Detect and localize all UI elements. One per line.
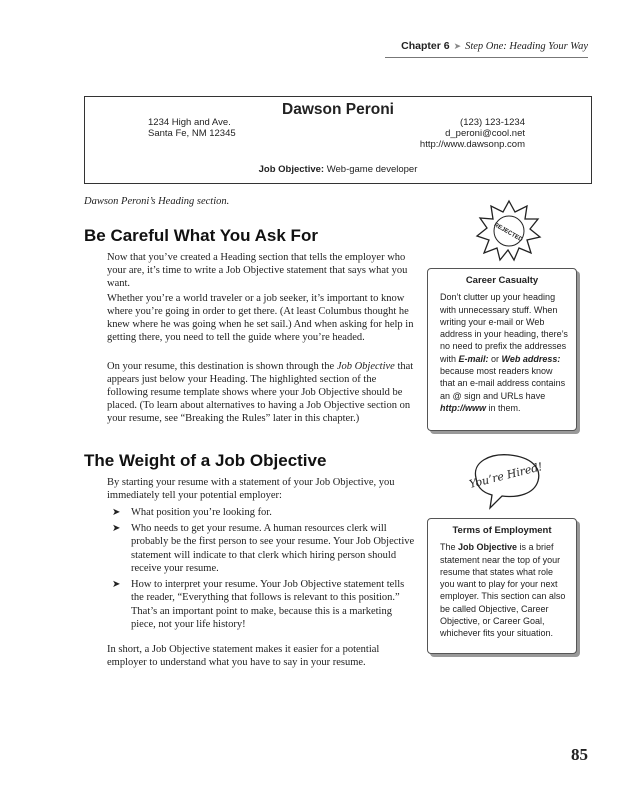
- resume-heading-box: [84, 96, 592, 184]
- section-heading-weight: The Weight of a Job Objective: [84, 451, 327, 470]
- stamp-text: REJECTED: [492, 222, 524, 244]
- section2-paragraph-1: By starting your resume with a statement of your Job Objective, you immediately tell your potential employer:: [107, 477, 395, 501]
- p3-before: On your resume, this destination is shown through the: [107, 361, 337, 372]
- address-line1: 1234 High and Ave.: [148, 117, 231, 128]
- chapter-label: Chapter 6: [401, 40, 450, 52]
- resume-web: http://www.dawsonp.com: [419, 139, 525, 150]
- youre-hired-bubble-icon: [466, 450, 550, 512]
- resume-objective: [85, 164, 591, 175]
- list-item: [112, 522, 416, 576]
- terms-of-employment-sidebar: [427, 518, 577, 654]
- section1-paragraph-2: Whether you’re a world traveler or a job seeker, it’s important to know where you’re going in order to get there. (At least Columbus thought he knew where he was going when he set sail.) And when asking for help in getting there, you need to tell the guide where you’re headed.: [107, 293, 414, 343]
- sb1-italic-1: E-mail:: [458, 353, 489, 364]
- sb2-bold: Job Objective: [458, 542, 518, 553]
- resume-name: Dawson Peroni: [282, 101, 394, 118]
- bubble-text: You’re Hired!: [467, 460, 544, 491]
- figure-caption: Dawson Peroni’s Heading section.: [84, 196, 230, 207]
- header-rule: [385, 57, 588, 58]
- resume-address: [148, 117, 236, 139]
- sb2-text-2: is a brief statement near the top of your resume that states what role you want to play for your next employer. This section can also be called Objective, Career Objective, or Career Goal, whichever fits your situation.: [440, 542, 566, 639]
- arrow-bullet-icon: ➤: [112, 578, 121, 590]
- list-item: [112, 506, 416, 520]
- section-heading-careful: Be Careful What You Ask For: [84, 226, 318, 245]
- list-item: [112, 578, 416, 632]
- address-line2: Santa Fe, NM 12345: [148, 128, 236, 139]
- sidebar-body: [428, 541, 576, 639]
- arrow-bullet-icon: ➤: [112, 522, 121, 534]
- resume-email: d_peroni@cool.net: [445, 128, 525, 139]
- objective-label: Job Objective:: [258, 164, 325, 175]
- sidebar-body: [428, 291, 576, 414]
- section1-paragraph-1: Now that you’ve created a Heading section that tells the employer who your are, it’s time to write a Job Objective statement that says what you want.: [107, 252, 408, 289]
- p3-italic: Job Objective: [336, 361, 395, 372]
- arrow-icon: ➤: [453, 41, 462, 51]
- career-casualty-sidebar: [427, 268, 577, 431]
- page-number: 85: [571, 745, 588, 764]
- bullet-text: Who needs to get your resume. A human resources clerk will probably be the first person to see your resume. Your Job Objective statement will indicate to that clerk which hiring person should receive your resume.: [131, 522, 415, 574]
- resume-phone: (123) 123-1234: [460, 117, 525, 128]
- section2-paragraph-2: In short, a Job Objective statement makes it easier for a potential employer to understand what you have to say in your resume.: [107, 644, 380, 668]
- running-head: [401, 40, 588, 52]
- rejected-stamp-icon: [474, 198, 544, 264]
- bullet-list: [112, 506, 416, 634]
- p3-after: that appears just below your Heading. The highlighted section of the following resume template shows where your Job Objective should be placed. (To learn about alternatives to having a Job Objective section on your resume, see “Breaking the Rules” later in this chapter.): [107, 361, 414, 424]
- sb1-text-3: because most readers know that an e-mail address contains an @ sign and URLs have: [440, 366, 566, 401]
- sb1-italic-3: http://www: [440, 402, 486, 413]
- step-title: Step One: Heading Your Way: [465, 41, 588, 52]
- section1-paragraph-3: [107, 360, 419, 425]
- bullet-text: What position you’re looking for.: [131, 507, 272, 518]
- bullet-text: How to interpret your resume. Your Job Objective statement tells the reader, “Everything that follows is relevant to this position.” That’s an important point to make, because this is a marketing piece, not your life history!: [131, 578, 405, 630]
- sidebar-title: Terms of Employment: [452, 525, 552, 536]
- arrow-bullet-icon: ➤: [112, 507, 121, 518]
- sidebar-title: Career Casualty: [465, 275, 539, 286]
- sb1-italic-2: Web address:: [501, 353, 561, 364]
- sb1-text-2: or: [488, 353, 502, 364]
- resume-contact: [420, 117, 525, 150]
- sb2-text-1: The: [440, 542, 459, 553]
- sb1-text-1: Don’t clutter up your heading with unnecessary stuff. When writing your e-mail or Web address in your heading, there’s no need to prefix the addresses with: [440, 292, 568, 364]
- objective-value: Web-game developer: [326, 164, 418, 175]
- sb1-text-4: in them.: [486, 402, 521, 413]
